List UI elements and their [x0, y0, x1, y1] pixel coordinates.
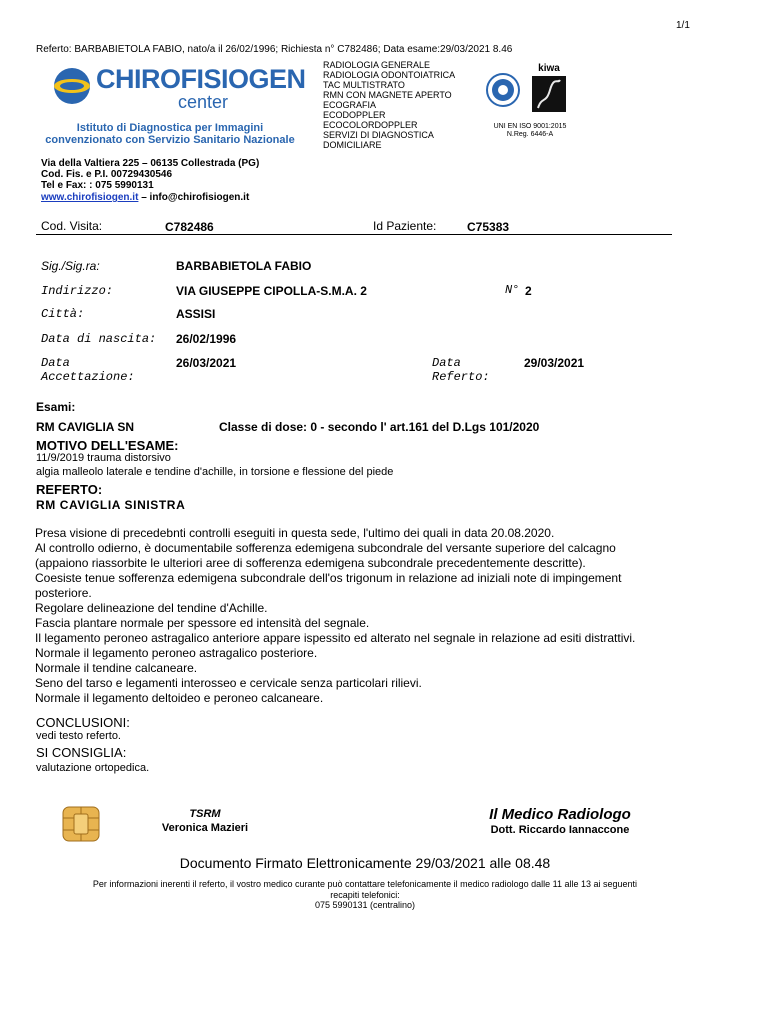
cod-visita-label: Cod. Visita:: [41, 219, 103, 233]
medico-label: Il Medico Radiologo: [489, 806, 631, 823]
visit-divider: [36, 234, 672, 235]
report-line: Presa visione di precedebnti controlli eseguiti in questa sede, l'ultimo dei quali in data 20.08.2020.: [35, 526, 555, 540]
logo-globe-icon: [52, 66, 92, 106]
iso-cert: UNI EN ISO 9001:2015: [493, 123, 567, 130]
brand-sub: center: [178, 92, 229, 112]
exam-name: RM CAVIGLIA SN: [36, 420, 134, 434]
patient-address: VIA GIUSEPPE CIPOLLA-S.M.A. 2: [176, 284, 367, 298]
report-body: [35, 526, 635, 706]
dob-label: Data di nascita:: [41, 332, 157, 346]
conclusioni-label: CONCLUSIONI:: [36, 715, 130, 730]
patient-dob: 26/02/1996: [176, 332, 237, 346]
service-item: RADIOLOGIA ODONTOIATRICA: [323, 70, 456, 80]
service-item: SERVIZI DI DIAGNOSTICA: [323, 130, 434, 140]
report-line: Normale il legamento peroneo astragalico posteriore.: [35, 646, 318, 660]
smart-card-chip-icon: [62, 806, 100, 842]
service-item: DOMICILIARE: [323, 140, 382, 150]
kiwa-logo: [532, 64, 566, 114]
certification-seal-icon: [486, 70, 520, 110]
contact-address: Via della Valtiera 225 – 06135 Collestrada (PG): [41, 158, 260, 169]
service-item: TAC MULTISTRATO: [323, 80, 405, 90]
sig-label: Sig./Sig.ra:: [41, 259, 100, 273]
service-item: ECOCOLORDOPPLER: [323, 120, 418, 130]
kiwa-wave-icon: [532, 76, 566, 112]
consiglia-label: SI CONSIGLIA:: [36, 745, 127, 760]
kiwa-mark: [532, 76, 566, 112]
page-number: 1/1: [676, 20, 690, 31]
motivo-line: algia malleolo laterale e tendine d'achille, in torsione e flessione del piede: [36, 466, 394, 478]
footer-line-2: recapiti telefonici:: [330, 890, 400, 900]
id-paziente-value: C75383: [467, 220, 510, 234]
id-paziente-label: Id Paziente:: [373, 219, 437, 233]
report-line: Normale il legamento deltoideo e peroneo calcaneare.: [35, 691, 324, 705]
motivo-label: MOTIVO DELL'ESAME:: [36, 438, 179, 453]
iso-reg: N.Reg. 6446-A: [506, 131, 554, 138]
contact-email: – info@chirofisiogen.it: [138, 192, 250, 203]
ref-label-1: Data: [432, 356, 461, 370]
motivo-line: 11/9/2019 trauma distorsivo: [36, 452, 171, 464]
service-item: RADIOLOGIA GENERALE: [323, 60, 431, 70]
tsrm-name: Veronica Mazieri: [161, 822, 249, 834]
brand-tagline-1: Istituto di Diagnostica per Immagini: [76, 122, 264, 134]
contact-phone: Tel e Fax: : 075 5990131: [41, 180, 154, 191]
brand-tagline-2: convenzionato con Servizio Sanitario Nazionale: [45, 134, 295, 146]
website-link[interactable]: www.chirofisiogen.it: [41, 192, 139, 203]
service-item: ECODOPPLER: [323, 110, 386, 120]
esami-label: Esami:: [36, 400, 76, 414]
medico-name: Dott. Riccardo Iannaccone: [490, 824, 630, 836]
numero-value: 2: [525, 284, 532, 298]
services-list: [323, 60, 455, 150]
kiwa-text: kiwa: [538, 63, 560, 74]
brand-name: CHIROFISIOGEN: [96, 64, 306, 94]
footer-line-1: Per informazioni inerenti il referto, il vostro medico curante può contattare telefonicamente il medico radiologo dalle 11 alle 13 ai seguenti: [92, 879, 638, 889]
signed-line: Documento Firmato Elettronicamente 29/03/2021 alle 08.48: [179, 855, 551, 871]
report-line: Normale il tendine calcaneare.: [35, 661, 198, 675]
ref-label-2: Referto:: [432, 370, 490, 384]
referto-title: RM CAVIGLIA SINISTRA: [36, 498, 186, 512]
brand-logo: [52, 62, 306, 122]
report-line: Al controllo odierno, è documentabile sofferenza edemigena subcondrale del versante superiore del calcagno: [35, 541, 616, 555]
report-line: Il legamento peroneo astragalico anteriore appare ispessito ed alterato nel segnale in relazione ad esiti distrattivi.: [35, 631, 636, 645]
acc-value: 26/03/2021: [176, 356, 237, 370]
contact-fiscal: Cod. Fis. e P.I. 00729430546: [41, 169, 173, 180]
report-line: Fascia plantare normale per spessore ed intensità del segnale.: [35, 616, 370, 630]
referto-label: REFERTO:: [36, 482, 103, 497]
report-line: posteriore.: [35, 586, 92, 600]
citta-label: Città:: [41, 307, 85, 321]
dose-class: Classe di dose: 0 - secondo l' art.161 del D.Lgs 101/2020: [219, 420, 540, 434]
numero-label: N°: [505, 283, 520, 297]
indirizzo-label: Indirizzo:: [41, 284, 114, 298]
acc-label-1: Data: [41, 356, 70, 370]
service-item: ECOGRAFIA: [323, 100, 377, 110]
cod-visita-value: C782486: [165, 220, 214, 234]
header-line: Referto: BARBABIETOLA FABIO, nato/a il 26/02/1996; Richiesta n° C782486; Data esame:29/03/2021 8.46: [36, 44, 513, 55]
patient-city: ASSISI: [176, 307, 216, 321]
report-line: Seno del tarso e legamenti interosseo e cervicale senza particolari rilievi.: [35, 676, 422, 690]
conclusioni-text: vedi testo referto.: [36, 730, 121, 742]
service-item: RMN CON MAGNETE APERTO: [323, 90, 452, 100]
report-line: Coesiste tenue sofferenza edemigena subcondrale dell'os trigonum in relazione ad iniziali note di impingement: [35, 571, 622, 585]
patient-name: BARBABIETOLA FABIO: [176, 259, 312, 273]
report-line: (appaiono riassorbite le ulteriori aree di sofferenza edemigena subcondrale precedentemente descritte).: [35, 556, 586, 570]
ref-value: 29/03/2021: [524, 356, 585, 370]
acc-label-2: Accettazione:: [41, 370, 135, 384]
consiglia-text: valutazione ortopedica.: [36, 762, 150, 774]
report-line: Regolare delineazione del tendine d'Achille.: [35, 601, 268, 615]
contact-web-email: [41, 192, 249, 204]
tsrm-label: TSRM: [189, 808, 221, 820]
footer-line-3: 075 5990131 (centralino): [314, 900, 416, 910]
